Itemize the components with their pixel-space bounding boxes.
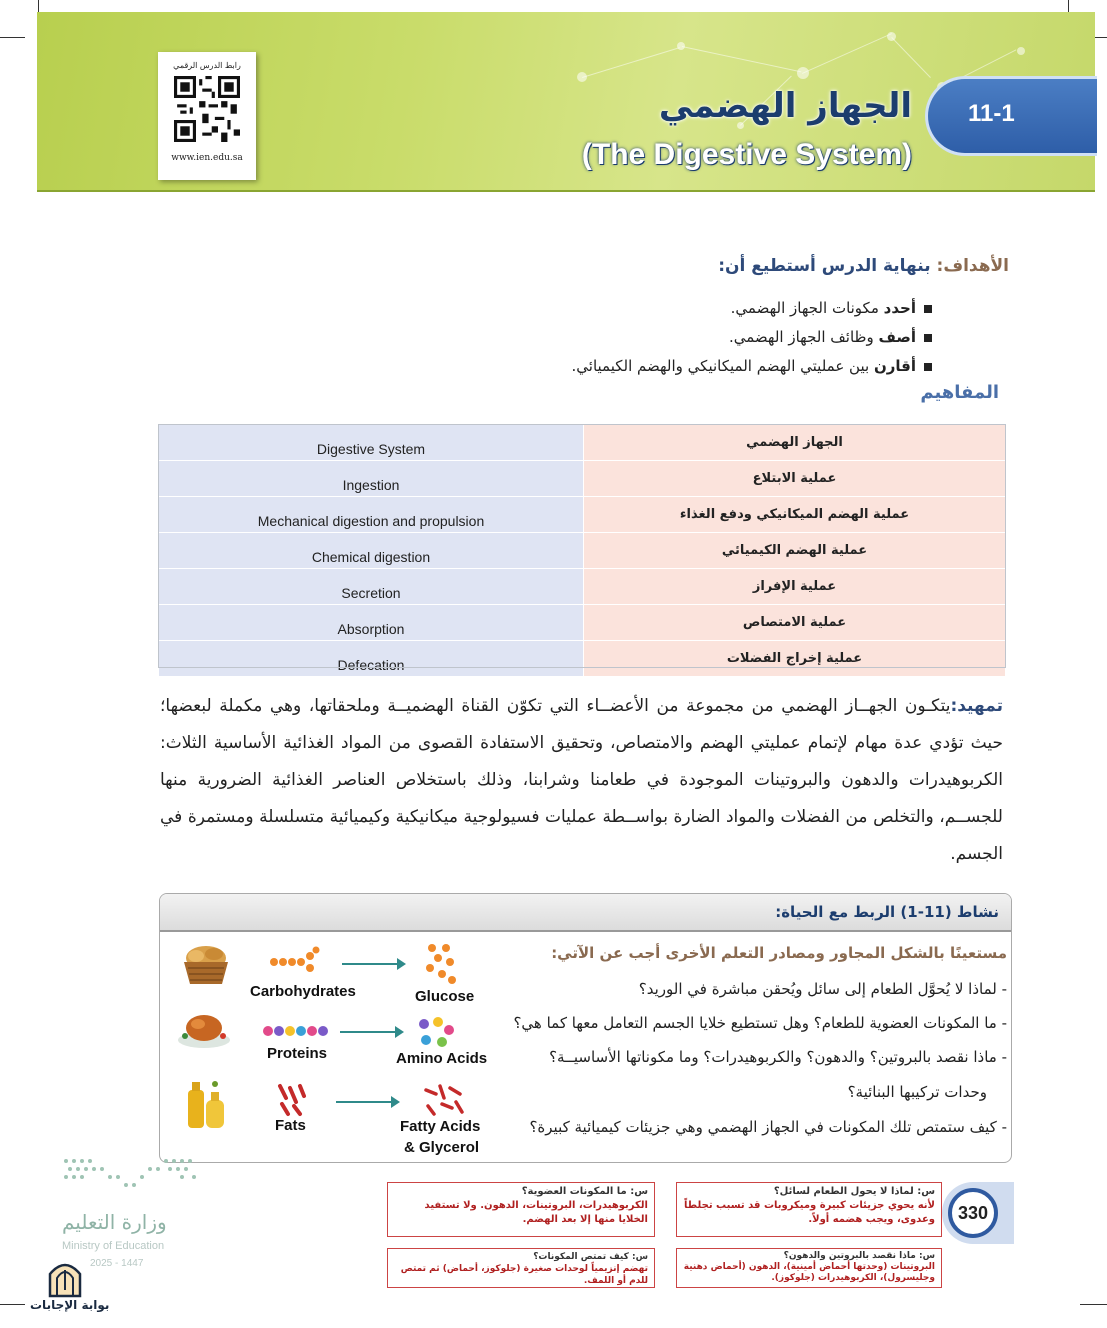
ministry-name-en: Ministry of Education	[62, 1240, 165, 1252]
answer-question: س: ماذا نقصد بالبروتين والدهون؟	[783, 1251, 935, 1261]
answer-note	[387, 1182, 655, 1237]
objective-verb: أقارن	[873, 357, 916, 375]
objectives-list	[572, 296, 933, 383]
table-row	[159, 425, 1006, 461]
answer-question: س: كيف تمتص المكونات؟	[533, 1252, 648, 1262]
answers-gate-name: بوابة الإجابات	[30, 1298, 110, 1312]
bullet-square-icon	[924, 305, 932, 313]
page-number: 330	[948, 1188, 998, 1238]
answer-note	[676, 1248, 942, 1288]
concept-ar: عملية إخراج الفضلات	[584, 641, 1006, 677]
concept-ar: عملية الابتلاع	[584, 461, 1006, 497]
objective-text: مكونات الجهاز الهضمي.	[730, 299, 879, 317]
answers-gate-logo-icon	[44, 1256, 86, 1298]
ministry-name-ar: وزارة التعليم	[62, 1210, 167, 1234]
answer-question: س: لماذا لا يحول الطعام لسائل؟	[773, 1186, 935, 1197]
activity-prompt: مستعينًا بالشكل المجاور ومصادر التعلم الأخرى أجب عن الآتي:	[551, 944, 1007, 962]
answer-question: س: ما المكونات العضوية؟	[521, 1186, 648, 1197]
intro-lead: تمهيد:	[950, 696, 1003, 716]
activity-title: نشاط (11-1) الربط مع الحياة:	[160, 894, 1011, 932]
activity-question: - ماذا نقصد بالبروتين؟ والدهون؟ والكربوهيدرات؟ وما مكوناتها الأساسيــة؟	[549, 1048, 1007, 1066]
qr-label: رابط الدرس الرقمي	[173, 61, 241, 70]
concept-ar: الجهاز الهضمي	[584, 425, 1006, 461]
concept-en: Absorption	[159, 605, 584, 641]
lesson-title-ar: الجهاز الهضمي	[658, 86, 912, 126]
objective-verb: أحدد	[883, 299, 916, 317]
oil-bottles-icon	[184, 1076, 228, 1130]
concept-en: Secretion	[159, 569, 584, 605]
fat-molecule-icon	[274, 1082, 308, 1118]
ministry-logo-icon	[60, 1155, 200, 1199]
crop-mark	[38, 0, 39, 12]
answer-text: تهضم إنزيمياً لوحدات صغيرة (جلوكوز، أحماض) ثم تمتص للدم أو اللمف.	[400, 1264, 648, 1286]
carbohydrate-chain-icon	[268, 946, 320, 976]
ministry-year: 2025 - 1447	[90, 1258, 144, 1269]
concept-en: Mechanical digestion and propulsion	[159, 497, 584, 533]
crop-mark	[0, 37, 25, 38]
label-fatty-acids: Fatty Acids	[400, 1118, 481, 1135]
answer-text: لأنه يحوي جزيئات كبيرة وميكروبات قد تسبب تجلطاً وعدوى، ويجب هضمه أولاً.	[684, 1200, 935, 1225]
bread-basket-icon	[180, 940, 232, 988]
conversion-arrow	[336, 1101, 394, 1103]
label-amino-acids: Amino Acids	[396, 1050, 488, 1067]
concepts-table	[158, 424, 1006, 677]
answer-note	[387, 1248, 655, 1288]
activity-question: - كيف ستمتص تلك المكونات في الجهاز الهضمي وهي جزيئات كيميائية كبيرة؟	[529, 1118, 1007, 1136]
objectives-heading	[718, 256, 1009, 276]
lesson-number: 11-1	[968, 100, 1015, 127]
concept-en: Digestive System	[159, 425, 584, 461]
activity-question: - ما المكونات العضوية للطعام؟ وهل تستطيع خلايا الجسم التعامل معها كما هي؟	[513, 1014, 1007, 1032]
label-proteins: Proteins	[267, 1045, 328, 1062]
activity-question: وحدات تركيبها البنائية؟	[847, 1083, 987, 1101]
label-carbohydrates: Carbohydrates	[250, 983, 356, 1000]
objective-item	[572, 296, 933, 325]
label-glucose: Glucose	[415, 988, 475, 1005]
concept-en: Chemical digestion	[159, 533, 584, 569]
qr-url[interactable]: www.ien.edu.sa	[171, 153, 243, 163]
concept-en: Ingestion	[159, 461, 584, 497]
intro-paragraph	[160, 688, 1003, 873]
glucose-icon	[424, 942, 458, 986]
amino-acids-icon	[416, 1016, 456, 1050]
crop-mark	[0, 1304, 25, 1305]
table-row	[159, 569, 1006, 605]
objective-text: وظائف الجهاز الهضمي.	[728, 328, 874, 346]
conversion-arrow	[342, 963, 400, 965]
concept-ar: عملية الهضم الكيميائي	[584, 533, 1006, 569]
table-row	[159, 497, 1006, 533]
label-fats: Fats	[275, 1117, 306, 1134]
protein-chain-icon	[262, 1022, 332, 1040]
qr-card[interactable]	[158, 52, 256, 180]
roast-chicken-icon	[176, 1006, 232, 1050]
objective-verb: أصف	[878, 328, 916, 346]
label-glycerol: & Glycerol	[404, 1139, 480, 1156]
table-row	[159, 533, 1006, 569]
objectives-label: الأهداف:	[936, 256, 1009, 276]
table-row	[159, 641, 1006, 677]
answer-text: البروتينات (وحدتها أحماض أمينية)، الدهون (أحماض دهنية وجليسرول)، الكربوهيدرات (جلوكوز).	[683, 1262, 935, 1283]
concept-ar: عملية الإفراز	[584, 569, 1006, 605]
objective-text: بين عمليتي الهضم الميكانيكي والهضم الكيميائي.	[571, 357, 870, 375]
qr-code-icon[interactable]	[174, 76, 240, 142]
fatty-acids-icon	[422, 1084, 466, 1116]
conversion-arrow	[340, 1031, 398, 1033]
table-row	[159, 605, 1006, 641]
concept-ar: عملية الهضم الميكانيكي ودفع الغذاء	[584, 497, 1006, 533]
concept-en: Defecation	[159, 641, 584, 677]
answer-text: الكربوهيدرات، البروتينات، الدهون. ولا تستفيد الخلايا منها إلا بعد الهضم.	[424, 1200, 648, 1225]
bullet-square-icon	[924, 334, 932, 342]
answer-note	[676, 1182, 942, 1237]
crop-mark	[1080, 1304, 1107, 1305]
objective-item	[572, 354, 933, 383]
intro-text: يتكـون الجهــاز الهضمي من مجموعة من الأعضــاء التي تكوّن القناة الهضميــة وملحقاتها، وهي مكملة لبعضها؛ حيث تؤدي عدة مهام لإتمام عمليتي الهضم والامتصاص، وتحقيق الاستفادة القصوى من المواد الغذائية الأساسية الثلاث: الكربوهيدرات والدهون والبروتينات الموجودة في طعامنا وشرابنا، وذلك باستخلاص العناصر الغذائية الضرورية منها للجســم، والتخلص من الفضلات والمواد الضارة بواســطة عمليات فسيولوجية ميكانيكية وكيميائية متسلسلة ومستمرة في الجسم.	[160, 696, 1003, 864]
concept-ar: عملية الامتصاص	[584, 605, 1006, 641]
bullet-square-icon	[924, 363, 932, 371]
lesson-title-en: (The Digestive System)	[581, 138, 912, 171]
concepts-heading: المفاهيم	[920, 382, 999, 403]
table-row	[159, 461, 1006, 497]
objectives-lead: بنهاية الدرس أستطيع أن:	[718, 256, 931, 276]
activity-question: - لماذا لا يُحوَّل الطعام إلى سائل ويُحقن مباشرة في الوريد؟	[638, 980, 1007, 998]
objective-item	[572, 325, 933, 354]
